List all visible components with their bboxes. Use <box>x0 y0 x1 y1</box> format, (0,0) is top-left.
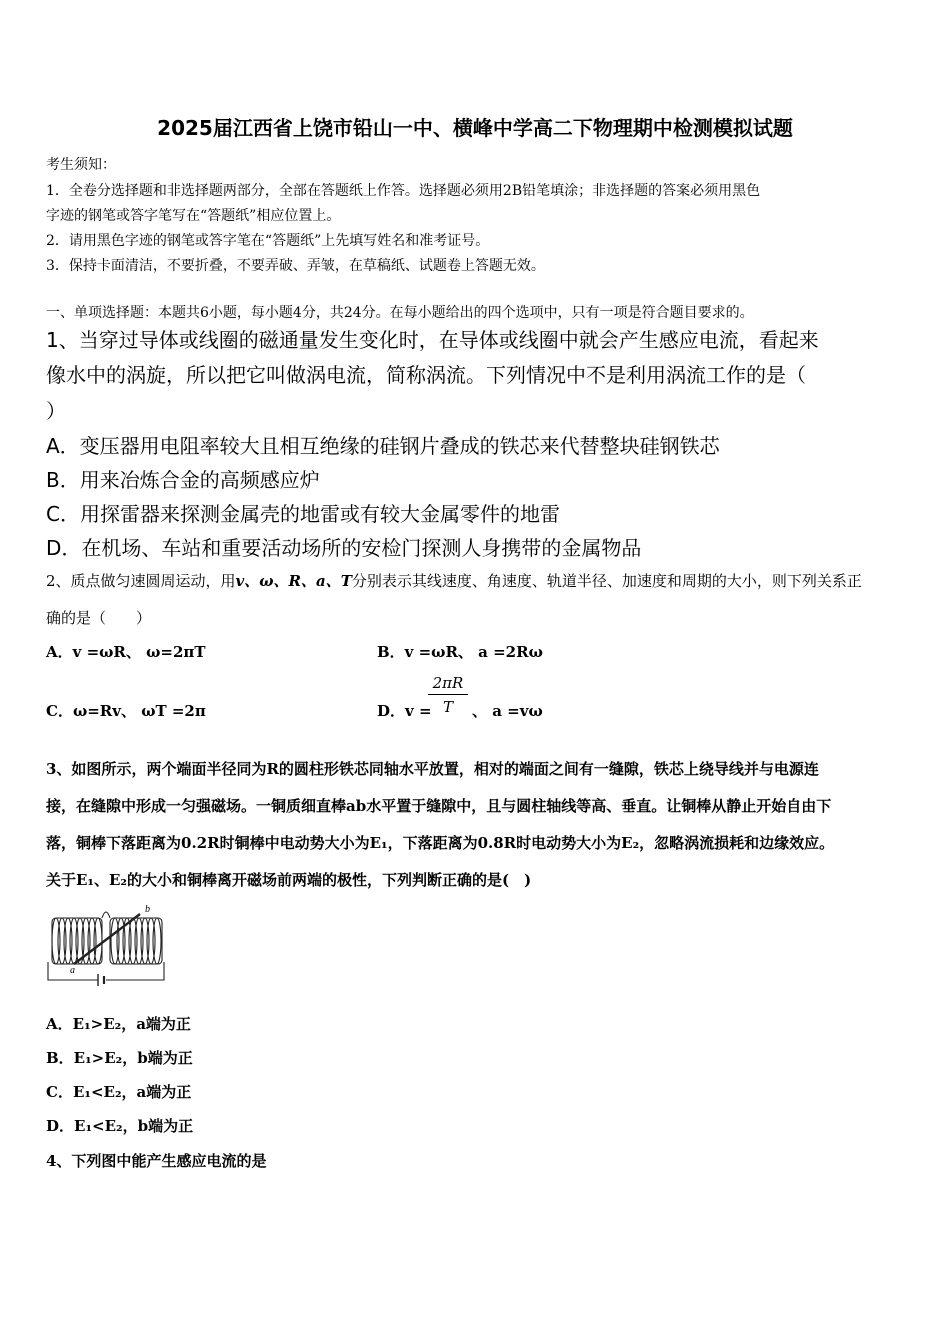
label-b: b <box>145 904 150 915</box>
q3-option-d: D．E₁<E₂，b端为正 <box>46 1117 194 1135</box>
label-a: a <box>70 965 75 976</box>
q1-stem: ） <box>46 399 66 423</box>
notice-item: 3．保持卡面清洁，不要折叠，不要弄破、弄皱，在草稿纸、试题卷上答题无效。 <box>46 258 545 274</box>
q2-stem: 确的是（ ） <box>46 609 152 627</box>
q1-option-a: A．变压器用电阻率较大且相互绝缘的硅钢片叠成的铁芯来代替整块硅钢铁芯 <box>46 434 720 458</box>
q1-option-c: C．用探雷器来探测金属壳的地雷或有较大金属零件的地雷 <box>46 502 560 526</box>
notice-heading: 考生须知： <box>46 157 116 173</box>
q2-option-b: B．v =ωR、 a =2Rω <box>377 643 543 661</box>
q3-stem: 3、如图所示，两个端面半径同为R的圆柱形铁芯同轴水平放置，相对的端面之间有一缝隙，铁芯上绕导线并与电源连 <box>46 760 819 778</box>
q2-option-d-label: D．v = <box>377 702 432 720</box>
q1-option-d: D．在机场、车站和重要活动场所的安检门探测人身携带的金属物品 <box>46 536 642 560</box>
iron-core-coil-figure <box>44 902 168 992</box>
q2-option-a: A．v =ωR、 ω=2πT <box>46 643 206 661</box>
q2-option-d-rest: 、 a =vω <box>472 702 543 720</box>
q3-stem: 关于E₁、E₂的大小和铜棒离开磁场前两端的极性，下列判断正确的是( ) <box>46 871 532 889</box>
q3-option-c: C．E₁<E₂，a端为正 <box>46 1083 192 1101</box>
notice-item: 1．全卷分选择题和非选择题两部分，全部在答题纸上作答。选择题必须用2B铅笔填涂；非选择题的答案必须用黑色 <box>46 183 761 199</box>
q3-option-b: B．E₁>E₂，b端为正 <box>46 1049 193 1067</box>
section-heading: 一、单项选择题：本题共6小题，每小题4分，共24分。在每小题给出的四个选项中，只有一项是符合题目要求的。 <box>46 305 754 321</box>
q3-stem: 接，在缝隙中形成一匀强磁场。一铜质细直棒ab水平置于缝隙中，且与圆柱轴线等高、垂直。让铜棒从静止开始自由下 <box>46 797 832 815</box>
q1-stem: 像水中的涡旋，所以把它叫做涡电流，简称涡流。下列情况中不是利用涡流工作的是（ <box>46 363 806 387</box>
q4-stem: 4、下列图中能产生感应电流的是 <box>46 1152 267 1170</box>
notice-item: 字迹的钢笔或答字笔写在“答题纸”相应位置上。 <box>46 208 341 224</box>
q1-stem: 1、当穿过导体或线圈的磁通量发生变化时，在导体或线圈中就会产生感应电流，看起来 <box>46 328 819 352</box>
q1-option-b: B．用来冶炼合金的高频感应炉 <box>46 468 320 492</box>
page-title: 2025届江西省上饶市铅山一中、横峰中学高二下物理期中检测模拟试题 <box>157 116 793 140</box>
q2-option-c: C．ω=Rv、 ωT =2π <box>46 702 206 720</box>
notice-item: 2．请用黑色字迹的钢笔或答字笔在“答题纸”上先填写姓名和准考证号。 <box>46 233 490 249</box>
q3-stem: 落，铜棒下落距离为0.2R时铜棒中电动势大小为E₁，下落距离为0.8R时电动势大小为E₂，忽略涡流损耗和边缘效应。 <box>46 834 835 852</box>
q2-stem: 2、质点做匀速圆周运动，用v、ω、R、a、T分别表示其线速度、角速度、轨道半径、加速度和周期的大小，则下列关系正 <box>46 572 862 590</box>
q2-option-d-fraction: $\frac{2\pi R}{T}$ <box>428 674 468 716</box>
q3-option-a: A．E₁>E₂，a端为正 <box>46 1015 191 1033</box>
